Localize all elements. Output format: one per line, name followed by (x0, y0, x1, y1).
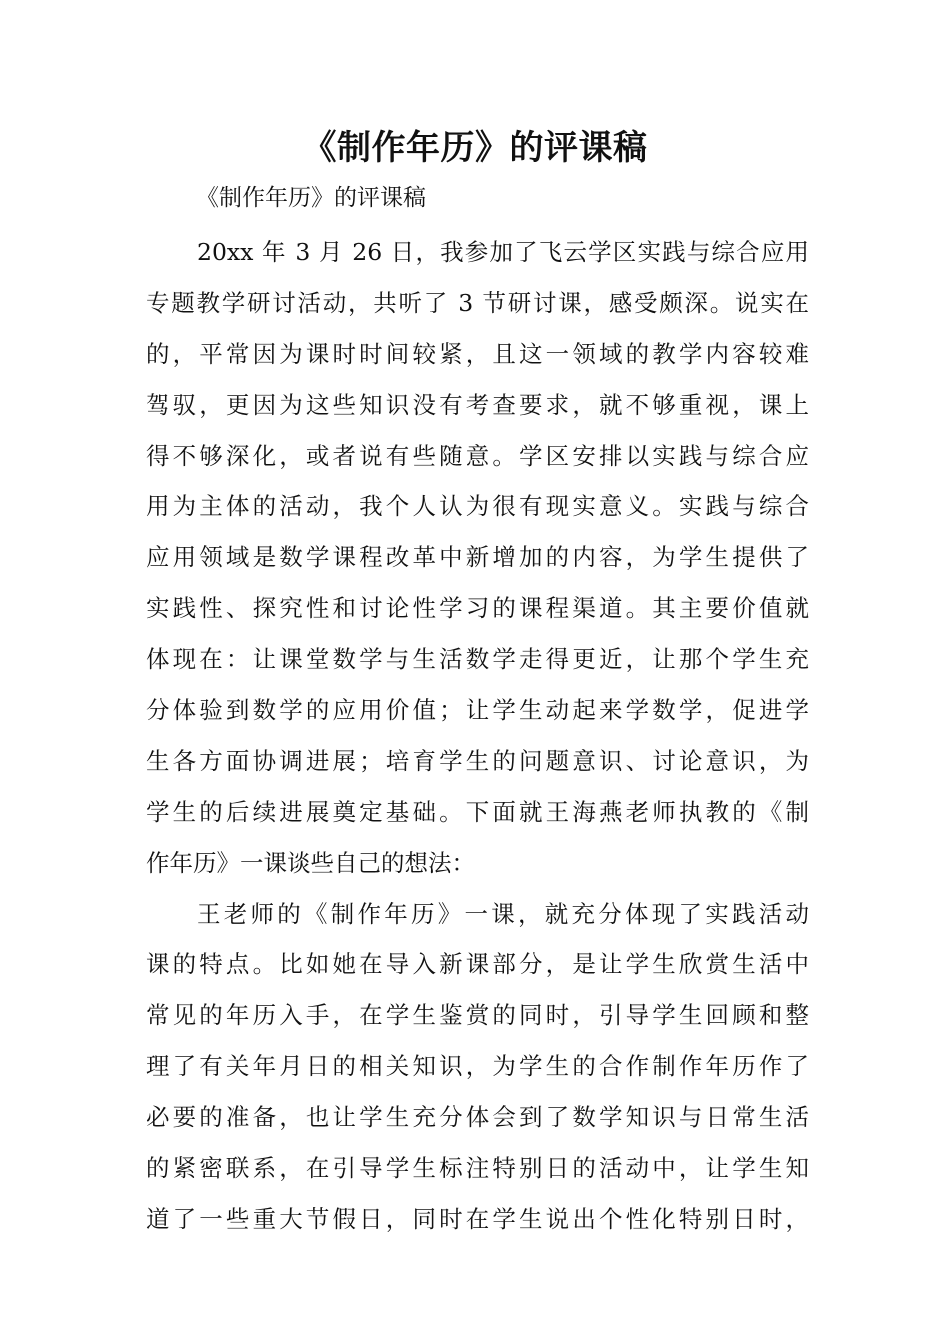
paragraph-2-line: 的紧密联系，在引导学生标注特别日的活动中，让学生知 (146, 1154, 809, 1183)
paragraph-1-line: 驾驭，更因为这些知识没有考查要求，就不够重视，课上 (146, 390, 809, 419)
paragraph-1-line: 实践性、探究性和讨论性学习的课程渠道。其主要价值就 (146, 594, 809, 623)
paragraph-2-line: 王老师的《制作年历》一课，就充分体现了实践活动 (197, 899, 809, 928)
document-title: 《制作年历》的评课稿 (302, 128, 648, 168)
document-body (146, 227, 809, 1245)
paragraph-1-line: 20xx 年 3 月 26 日，我参加了飞云学区实践与综合应用 (197, 238, 809, 266)
paragraph-1-line: 应用领域是数学课程改革中新增加的内容，为学生提供了 (146, 543, 809, 572)
paragraph-2-line: 理了有关年月日的相关知识，为学生的合作制作年历作了 (146, 1052, 809, 1081)
document-subtitle: 《制作年历》的评课稿 (196, 185, 426, 211)
paragraph-1-line: 学生的后续进展奠定基础。下面就王海燕老师执教的《制 (146, 797, 809, 826)
paragraph-1-line: 作年历》一课谈些自己的想法： (146, 848, 475, 877)
paragraph-1-line: 分体验到数学的应用价值；让学生动起来学数学，促进学 (146, 696, 809, 725)
paragraph-1-line: 的，平常因为课时时间较紧，且这一领域的教学内容较难 (146, 339, 809, 368)
paragraph-1-line: 体现在：让课堂数学与生活数学走得更近，让那个学生充 (146, 645, 809, 674)
paragraph-1-line: 专题教学研讨活动，共听了 3 节研讨课，感受颇深。说实在 (146, 288, 809, 317)
paragraph-1-line: 生各方面协调进展；培育学生的问题意识、讨论意识，为 (146, 746, 809, 775)
paragraph-2-line: 道了一些重大节假日，同时在学生说出个性化特别日时， (146, 1204, 809, 1233)
paragraph-2-line: 课的特点。比如她在导入新课部分，是让学生欣赏生活中 (146, 950, 809, 979)
paragraph-1-line: 用为主体的活动，我个人认为很有现实意义。实践与综合 (146, 492, 809, 521)
paragraph-2-line: 常见的年历入手，在学生鉴赏的同时，引导学生回顾和整 (146, 1001, 809, 1030)
paragraph-1-line: 得不够深化，或者说有些随意。学区安排以实践与综合应 (146, 441, 809, 470)
paragraph-2-line: 必要的准备，也让学生充分体会到了数学知识与日常生活 (146, 1103, 809, 1132)
